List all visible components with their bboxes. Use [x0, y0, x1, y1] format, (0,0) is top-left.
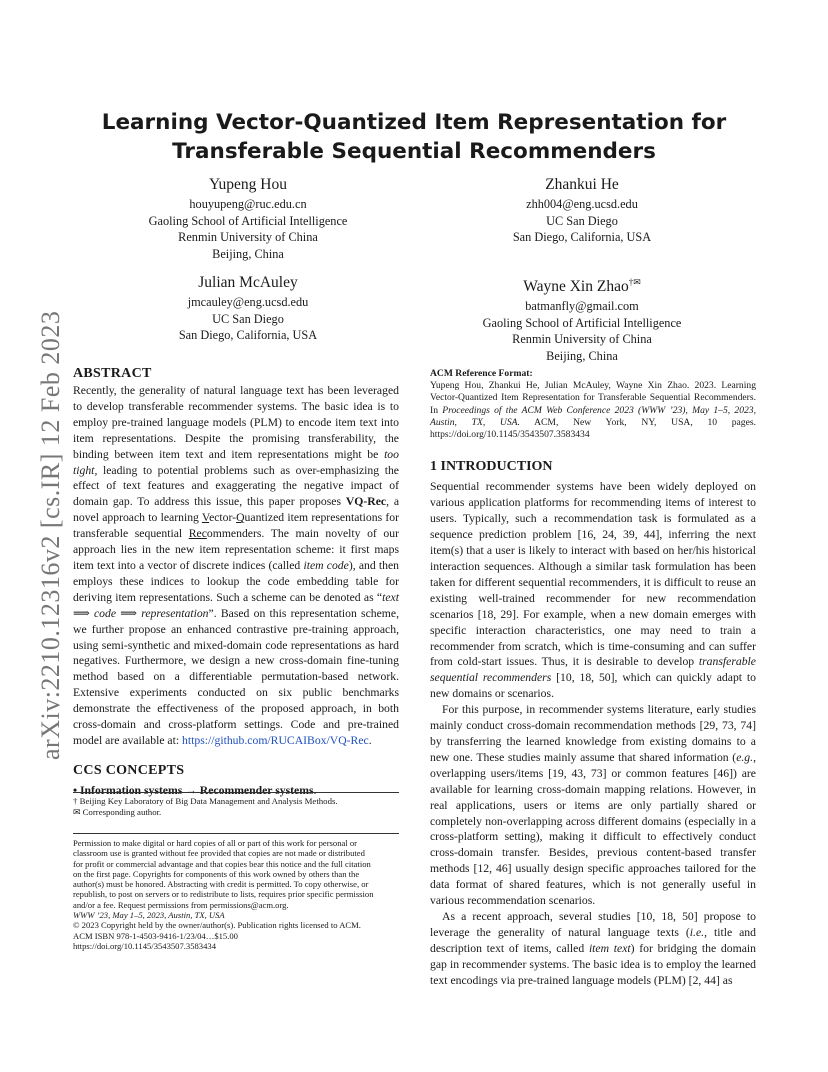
author-institution: UC San Diego [212, 311, 284, 326]
intro-emphasis: e.g. [736, 750, 754, 764]
acm-reference-part: Yupeng Hou, Zhankui He, Julian McAuley, Wayne Xin Zhao. 2023. Learning Vector-Quantized Item Representation for Transferable Sequential Recommenders. In [430, 380, 756, 416]
abstract-text [73, 383, 399, 749]
method-name: VQ-Rec [345, 495, 387, 509]
permission-line: classroom use is granted without fee provided that copies are not made or distributed [73, 848, 365, 859]
permission-divider [73, 833, 399, 834]
abstract-part: . [368, 733, 372, 747]
author-affiliation: Gaoling School of Artificial Intelligence [148, 213, 348, 228]
intro-paragraph-3 [430, 909, 756, 989]
abstract-emphasis: item code [303, 558, 349, 572]
author-affiliation: Gaoling School of Artificial Intelligence [482, 315, 682, 330]
abstract-part: ector- [209, 511, 237, 525]
author-institution: Renmin University of China [512, 332, 652, 347]
permission-line: Permission to make digital or hard copies of all or part of this work for personal or [73, 838, 358, 848]
author-location: Beijing, China [546, 348, 618, 363]
intro-emphasis: transferable sequential recommenders [430, 655, 756, 685]
abstract-part: Recently, the generality of natural language text has been leveraged to develop transferable recommender systems. The basic idea is to employ pre-trained language models (PLM) to encode item text into item representations. Despite the promising transferability, the binding between item text and item representations might be [73, 384, 399, 461]
acm-reference-text [430, 380, 756, 441]
author-name [462, 272, 702, 297]
author-block [128, 272, 368, 344]
acronym-letter: V [201, 511, 210, 525]
isbn-line: ACM ISBN 978-1-4503-9416-1/23/04…$15.00 [73, 930, 238, 941]
author-block [128, 174, 368, 262]
author-email: batmanfly@gmail.com [525, 299, 639, 314]
footnote-divider [73, 792, 399, 793]
acm-reference-part: ACM, New York, NY, USA, 10 pages. https://doi.org/10.1145/3543507.3583434 [430, 416, 756, 441]
author-institution: Renmin University of China [178, 230, 318, 244]
intro-emphasis: i.e. [689, 925, 705, 939]
abstract-emphasis: text ⟹ code ⟹ representation [73, 590, 399, 620]
ccs-concept: • Information systems → Recommender systems [73, 783, 314, 797]
intro-paragraph-2 [430, 702, 756, 909]
permission-line: and/or a fee. Request permissions from permissions@acm.org. [73, 899, 289, 910]
permission-line: author(s) must be honored. Abstracting with credit is permitted. To copy otherwise, or [73, 879, 369, 890]
abstract-part: , leading to potential problems such as over-emphasizing the effect of text features and exaggerating the negative impact of domain gap. To address this issue, this paper proposes [73, 463, 399, 509]
author-block [462, 174, 702, 246]
acm-reference-venue: Proceedings of the ACM Web Conference 2023 (WWW ’23), May 1–5, 2023, Austin, TX, USA. [430, 404, 757, 428]
permission-line: for profit or commercial advantage and that copies bear this notice and the full citation [73, 858, 371, 869]
author-name: Zhankui He [545, 176, 619, 193]
conference-line: WWW ’23, May 1–5, 2023, Austin, TX, USA [73, 910, 225, 921]
title-line-1: Learning Vector-Quantized Item Representation for [101, 110, 727, 135]
right-column [430, 365, 756, 988]
footnote: † Beijing Key Laboratory of Big Data Management and Analysis Methods. [73, 796, 338, 806]
intro-part: Sequential recommender systems have been widely deployed on various application platforms for recommending items of interest to users. Typically, such a recommendation task is formulated as a sequence prediction problem [16, 24, 39, 44], inferring the next item(s) that a user is likely to interact with based on her/his historical interaction sequences. Although a similar task formulation has been taken for different sequential recommenders, it is difficult to reuse an existing well-trained recommender for new recommendation scenarios [18, 29]. For example, when a new domain emerges with specific interaction characteristics, one may need to train a recommender from scratch, which is time-consuming and can suffer from cold-start issues. Thus, it is desirable to develop [430, 480, 756, 669]
author-name-text: Wayne Xin Zhao [523, 278, 629, 296]
author-name: Julian McAuley [198, 274, 298, 291]
author-block [462, 272, 702, 364]
intro-emphasis: item text [588, 941, 631, 955]
paper-title [100, 108, 728, 166]
intro-part: , overlapping users/items [19, 43, 73] or common features [46]) are available for learning cross-domain mapping relations. However, in real applications, users or items are only partially shared or completely non-overlapping across different domains (especially in a cross-platform setting), making it difficult to effectively conduct cross-domain transfer. Besides, previous content-based transfer methods [12, 46] usually design specific approaches tailored for the data format of shared features, which is not generally useful in various recommendation scenarios. [430, 750, 756, 908]
ccs-end: . [313, 783, 317, 797]
permission-line: republish, to post on servers or to redistribute to lists, requires prior specific permission [73, 889, 374, 900]
intro-part: For this purpose, in recommender systems literature, early studies mainly conduct cross-domain recommendation methods [29, 73, 74] by transferring the learned knowledge from existing domains to a new one. These studies mainly assume that shared information ( [430, 703, 756, 764]
author-footnote-mark: †✉ [628, 277, 641, 287]
author-email: zhh004@eng.ucsd.edu [526, 197, 638, 211]
intro-part: As a recent approach, several studies [10, 18, 50] propose to leverage the generality of natural language texts ( [430, 909, 756, 939]
author-name: Yupeng Hou [209, 176, 287, 193]
abstract-emphasis: too tight [73, 447, 399, 477]
author-location: San Diego, California, USA [178, 328, 318, 342]
intro-part: , title and description text of items, called [430, 925, 756, 955]
acm-reference-heading: ACM Reference Format: [430, 368, 533, 379]
copyright-line: © 2023 Copyright held by the owner/author(s). Publication rights licensed to ACM. [73, 920, 361, 931]
acronym-letter: Q [236, 511, 245, 525]
abstract-heading: ABSTRACT [73, 366, 152, 381]
introduction-heading: 1 INTRODUCTION [430, 459, 553, 475]
acronym-letter: Rec [188, 527, 207, 541]
author-email: jmcauley@eng.ucsd.edu [187, 295, 309, 309]
author-email: houyupeng@ruc.edu.cn [189, 197, 307, 211]
left-column [73, 365, 399, 799]
intro-part: ) for bridging the domain gap in recommender systems. The basic idea is to employ the learned text encodings via pre-trained language models (PLM) [2, 44] as [430, 941, 756, 987]
abstract-part: , a novel approach to learning [73, 495, 400, 525]
arxiv-identifier: arXiv:2210.12316v2 [cs.IR] 12 Feb 2023 [36, 310, 65, 760]
abstract-part: ommenders. The main novelty of our approach lies in the new item representation scheme: it first maps item text into a vector of discrete indices (called [73, 527, 399, 572]
permission-notice [73, 838, 399, 951]
author-location: San Diego, California, USA [512, 230, 652, 244]
title-line-2: Transferable Sequential Recommenders [172, 139, 656, 164]
code-link[interactable]: https://github.com/RUCAIBox/VQ-Rec [182, 733, 369, 747]
intro-paragraph-1 [430, 479, 756, 702]
footnote: ✉ Corresponding author. [73, 807, 162, 818]
abstract-part: ), and then employs these indices to lookup the code embedding table for deriving item representations. Such a scheme can be denoted as “ [73, 558, 400, 604]
abstract-part: uantized item representations for transferable sequential [73, 511, 399, 541]
abstract-part: ”. Based on this representation scheme, we further propose an enhanced contrastive pre-training approach, using semi-synthetic and mixed-domain code representations as hard negatives. Furthermore, we design a new cross-domain fine-tuning method based on a differentiable permutation-based network. Extensive experiments conducted on six public benchmarks demonstrate the effectiveness of the proposed approach, in both cross-domain and cross-platform settings. Code and pre-trained model are available at: [73, 606, 399, 747]
ccs-heading: CCS CONCEPTS [73, 762, 185, 778]
permission-line: on the first page. Copyrights for components of this work owned by others than the [73, 868, 360, 879]
doi-line: https://doi.org/10.1145/3543507.3583434 [73, 940, 216, 951]
intro-part: [10, 18, 50], which can quickly adapt to new domains or scenarios. [430, 671, 756, 701]
footnotes [73, 796, 399, 818]
author-institution: UC San Diego [546, 213, 618, 228]
author-location: Beijing, China [212, 246, 284, 261]
